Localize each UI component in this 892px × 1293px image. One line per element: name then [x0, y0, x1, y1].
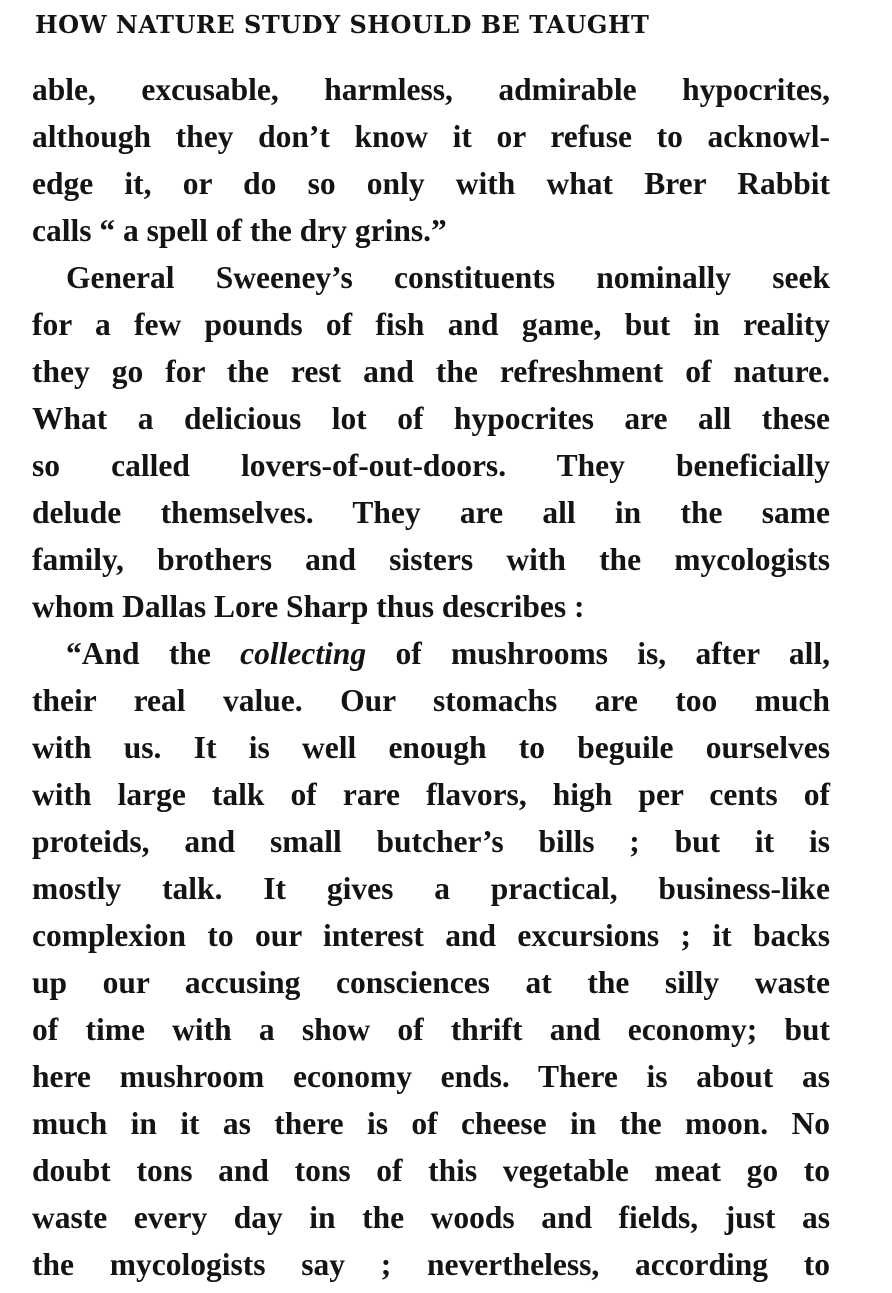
- running-head: HOW NATURE STUDY SHOULD BE TAUGHT: [35, 10, 650, 39]
- body-text: [32, 66, 830, 1288]
- text-run: of mushrooms is, after all,: [366, 636, 831, 671]
- text-line: able, excusable, harmless, admirable hypocrites,: [32, 72, 830, 107]
- text-line: with us. It is well enough to beguile ourselves: [32, 730, 830, 765]
- text-line: delude themselves. They are all in the same: [32, 495, 830, 530]
- text-run: “And the: [66, 636, 241, 671]
- text-line: waste every day in the woods and fields, just as: [32, 1200, 830, 1235]
- text-line: with large talk of rare flavors, high per cents of: [32, 777, 830, 812]
- text-line: doubt tons and tons of this vegetable meat go to: [32, 1153, 830, 1188]
- text-line: edge it, or do so only with what Brer Rabbit: [32, 166, 830, 201]
- text-line: their real value. Our stomachs are too much: [32, 683, 830, 718]
- text-line: proteids, and small butcher’s bills ; but it is: [32, 824, 830, 859]
- text-line: they go for the rest and the refreshment of nature.: [32, 354, 830, 389]
- text-line: here mushroom economy ends. There is about as: [32, 1059, 830, 1094]
- text-line: much in it as there is of cheese in the moon. No: [32, 1106, 830, 1141]
- text-line: General Sweeney’s constituents nominally seek: [66, 260, 830, 295]
- text-line: for a few pounds of fish and game, but in reality: [32, 307, 830, 342]
- text-line-quote-start: [32, 630, 830, 677]
- text-line: mostly talk. It gives a practical, business-like: [32, 871, 830, 906]
- text-line: up our accusing consciences at the silly waste: [32, 965, 830, 1000]
- text-line: What a delicious lot of hypocrites are all these: [32, 401, 830, 436]
- text-line: so called lovers-of-out-doors. They beneficially: [32, 448, 830, 483]
- text-line: calls “ a spell of the dry grins.”: [32, 213, 447, 248]
- text-line: complexion to our interest and excursions ; it backs: [32, 918, 830, 953]
- italic-word: collecting: [240, 636, 367, 671]
- text-line: family, brothers and sisters with the mycologists: [32, 542, 830, 577]
- text-line: the mycologists say ; nevertheless, according to: [32, 1247, 830, 1282]
- text-line: although they don’t know it or refuse to acknowl-: [32, 119, 830, 154]
- text-line: whom Dallas Lore Sharp thus describes :: [32, 589, 585, 624]
- text-line: of time with a show of thrift and economy; but: [32, 1012, 830, 1047]
